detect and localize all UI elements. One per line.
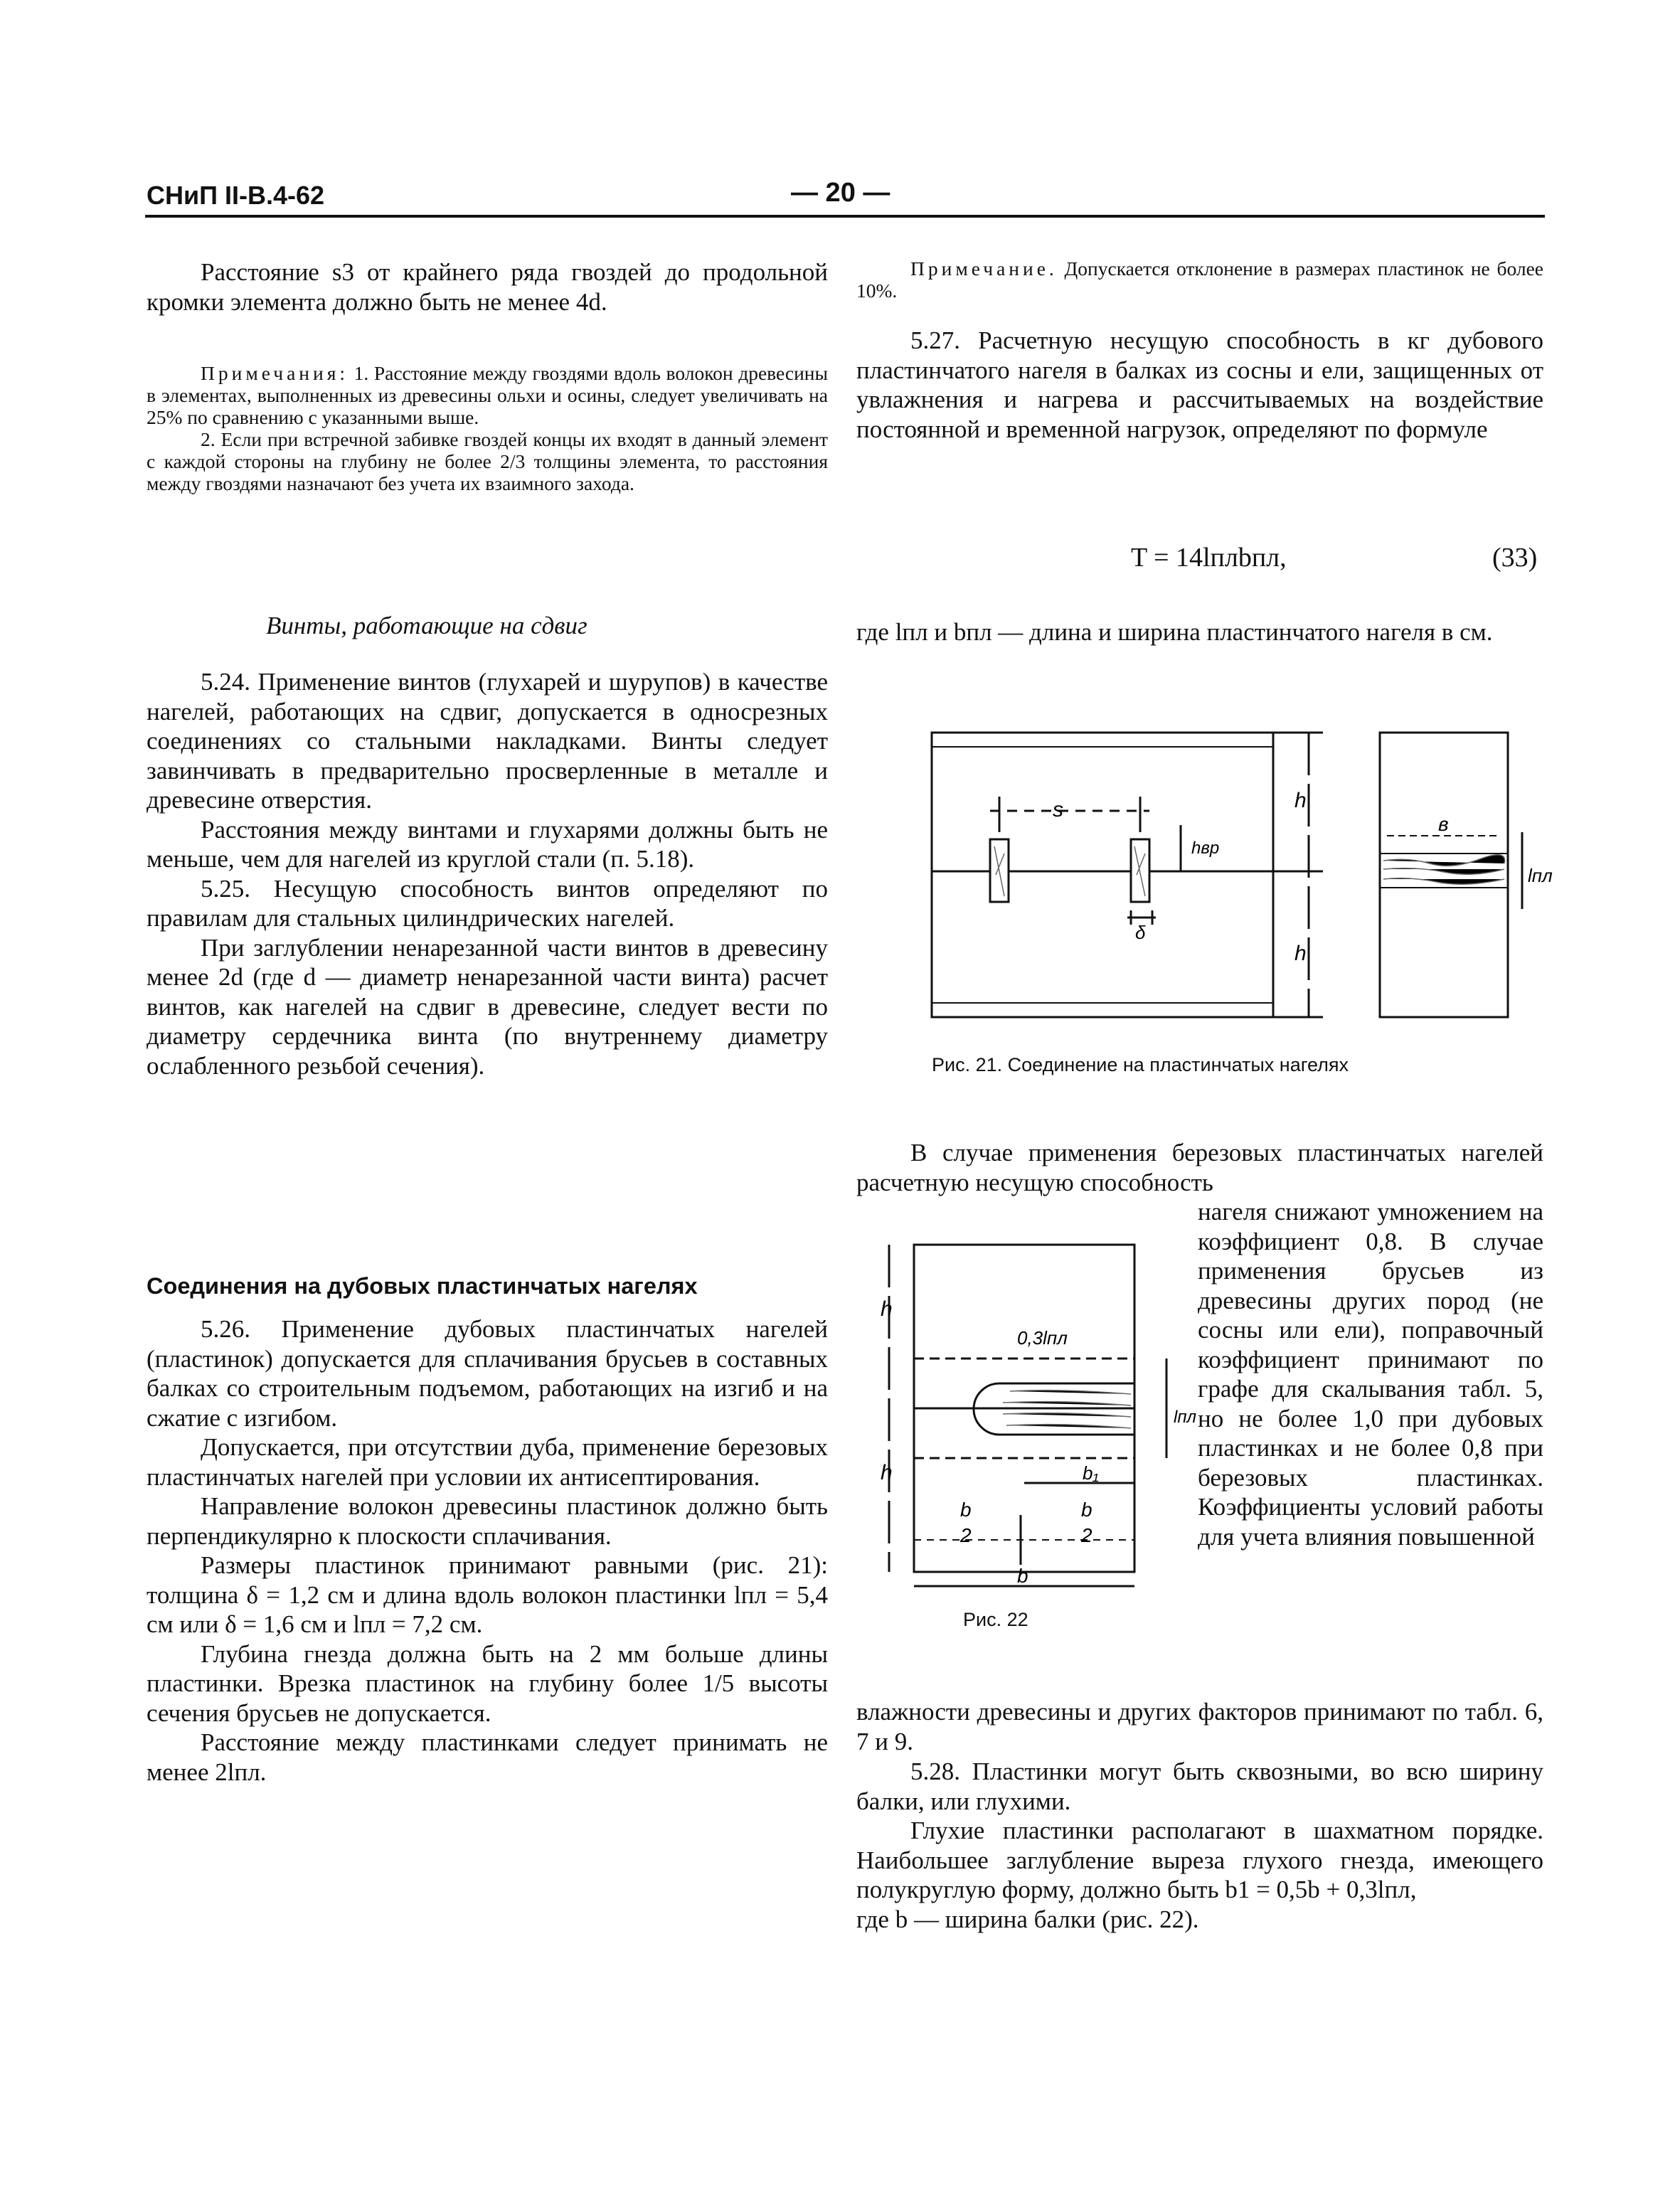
note-1: 1. Расстояние между гвоздями вдоль волокон древесины в элементах, выполненных из древесины ольхи и осины, следует увеличивать на 25% по сравнению с указанными выше.	[147, 362, 828, 428]
paragraph-5-28-where: где b — ширина балки (рис. 22).	[856, 1905, 1199, 1933]
formula-33: T = 14lплbпл,	[1131, 543, 1287, 573]
note-2: 2. Если при встречной забивке гвоздей концы их входят в данный элемент с каждой стороны на глубину не более 2/3 толщины элемента, то расстояния между гвоздями назначают без учета их взаимного захода.	[147, 428, 828, 494]
paragraph-birch-intro: В случае применения березовых пластинчатых нагелей расчетную несущую способность	[856, 1139, 1543, 1196]
fig22-label-b: b	[1017, 1565, 1028, 1587]
section-body	[147, 1314, 828, 1787]
fig22-label-two-right: 2	[1081, 1524, 1092, 1546]
notes-block	[147, 362, 828, 494]
paragraph-birch-end: влажности древесины и других факторов принимают по табл. 6, 7 и 9.	[856, 1698, 1543, 1755]
right-column-tail	[856, 1757, 1543, 1934]
fig21-label-delta: δ	[1135, 922, 1146, 943]
paragraph-5-28-blind: Глухие пластинки располагают в шахматном порядке. Наибольшее заглубление выреза глухого гнезда, имеющего полукруглую форму, должно быть b1 = 0,5b + 0,3lпл,	[856, 1817, 1543, 1903]
figure-22	[875, 1238, 1197, 1593]
paragraph-5-26-distance: Расстояние между пластинками следует принимать не менее 2lпл.	[147, 1728, 828, 1786]
fig21-label-h-top: h	[1294, 789, 1307, 812]
figure-21-caption: Рис. 21. Соединение на пластинчатых нагелях	[932, 1054, 1349, 1075]
paragraph-5-26: 5.26. Применение дубовых пластинчатых нагелей (пластинок) допускается для сплачивания брусьев в составных балках со строительным подъемом, работающих на изгиб и на сжатие с изгибом.	[147, 1315, 828, 1432]
fig21-label-lpl: lпл	[1528, 865, 1553, 886]
fig21-label-s: s	[1053, 798, 1063, 822]
figure-22-caption: Рис. 22	[963, 1609, 1028, 1630]
paragraph-5-28: 5.28. Пластинки могут быть сквозными, во всю ширину балки, или глухими.	[856, 1758, 1543, 1815]
clause-5-28: 5.28.	[910, 1758, 960, 1785]
fig21-label-h-bottom: h	[1294, 942, 1307, 965]
clause-5-26: 5.26.	[201, 1315, 250, 1343]
left-column-body	[147, 667, 828, 1080]
paragraph-s3: Расстояние s3 от крайнего ряда гвоздей до продольной кромки элемента должно быть не менее 4d.	[147, 258, 828, 316]
fig22-label-b-half-left: b	[960, 1499, 972, 1521]
notes-label: Примечания:	[201, 362, 349, 384]
paragraph-5-26-sizes: Размеры пластинок принимают равными (рис. 21): толщина δ = 1,2 см и длина вдоль волокон пластинки lпл = 5,4 см или δ = 1,6 см и lпл = 7,2 см.	[147, 1551, 828, 1638]
clause-5-25: 5.25.	[201, 874, 250, 903]
clause-5-24: 5.24.	[201, 668, 250, 696]
fig21-label-hvr: hвр	[1191, 839, 1220, 858]
section-title: Соединения на дубовых пластинчатых нагелях	[147, 1273, 698, 1299]
formula-definition: где lпл и bпл — длина и ширина пластинчатого нагеля в см.	[856, 618, 1493, 646]
fig22-label-b-half-right: b	[1081, 1499, 1092, 1521]
page-number: — 20 —	[791, 178, 890, 208]
subheading-screws: Винты, работающие на сдвиг	[266, 612, 588, 639]
fig22-label-03lpl: 0,3lпл	[1017, 1327, 1068, 1349]
paragraph-5-26-depth: Глубина гнезда должна быть на 2 мм больше длины пластинки. Врезка пластинок на глубину более 1/5 высоты сечения брусьев не допускается.	[147, 1639, 828, 1727]
figure-21	[910, 711, 1551, 1038]
paragraph-5-25: 5.25. Несущую способность винтов определяют по правилам для стальных цилиндрических нагелей.	[147, 874, 828, 932]
paragraph-5-24: 5.24. Применение винтов (глухарей и шурупов) в качестве нагелей, работающих на сдвиг, допускается в односрезных соединениях со стальными накладками. Винты следует завинчивать в предварительно просверленные в металле и древесине отверстия.	[147, 668, 828, 814]
paragraph-5-26-birch: Допускается, при отсутствии дуба, применение березовых пластинчатых нагелей при условии их антисептирования.	[147, 1433, 828, 1491]
header-rule	[145, 215, 1545, 218]
fig22-label-lpl: lпл	[1174, 1408, 1197, 1427]
paragraph-5-24-spacing: Расстояния между винтами и глухарями должны быть не меньше, чем для нагелей из круглой стали (п. 5.18).	[147, 815, 828, 873]
paragraph-birch-wrap: нагеля снижают умножением на коэффициент 0,8. В случае применения брусьев из древесины других пород (не сосны или ели), поправочный коэффициент принимают по графе для скалывания табл. 5, но не более 1,0 при дубовых пластинках и не более 0,8 при березовых пластинках. Коэффициенты условий работы для учета влияния повышенной	[1198, 1198, 1543, 1551]
paragraph-5-27: 5.27. Расчетную несущую способность в кг дубового пластинчатого нагеля в балках из сосны и ели, защищенных от увлажнения и нагрева и рассчитываемых на воздействие постоянной и временной нагрузок, определяют по формуле	[856, 326, 1543, 443]
formula-number: (33)	[1492, 543, 1538, 573]
fig21-label-b: в	[1438, 813, 1449, 835]
paragraph-5-26-grain: Направление волокон древесины пластинок должно быть перпендикулярно к плоскости сплачивания.	[147, 1492, 828, 1550]
clause-5-27: 5.27.	[910, 326, 960, 354]
document-code: СНиП II-В.4-62	[147, 181, 325, 210]
fig22-label-h-top: h	[881, 1297, 893, 1321]
fig22-label-b1: b₁	[1083, 1462, 1099, 1484]
paragraph-5-25-depth: При заглублении ненарезанной части винтов в древесину менее 2d (где d — диаметр ненарезанной части винта) расчет винтов, как нагелей на сдвиг в древесине, следует вести по диаметру сердечника винта (по внутреннему диаметру ослабленного резьбой сечения).	[147, 933, 828, 1080]
fig22-label-two-left: 2	[960, 1524, 972, 1546]
note-tolerance: Примечание. Допускается отклонение в размерах пластинок не более 10%.	[856, 257, 1543, 302]
fig22-label-h-bottom: h	[881, 1461, 893, 1484]
